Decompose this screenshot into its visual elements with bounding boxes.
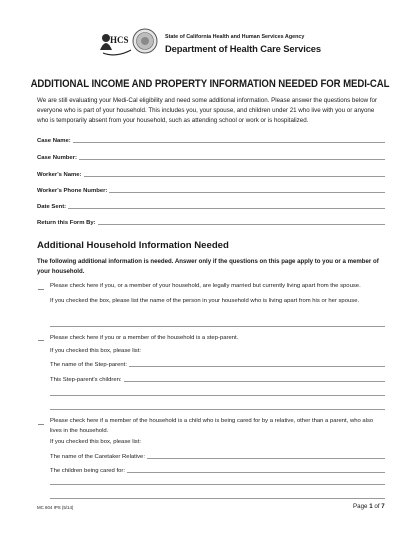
caretaker-relative-checkbox[interactable] — [38, 418, 44, 425]
dhcs-logo — [99, 28, 133, 58]
case-number-field[interactable] — [37, 151, 385, 161]
field-label: This Step-parent's children: — [50, 377, 122, 383]
section-title: Additional Household Information Needed — [37, 240, 229, 251]
field-label: Return this Form By: — [37, 220, 96, 226]
case-name-field[interactable] — [37, 134, 385, 144]
step-parent-children-field[interactable] — [50, 373, 385, 383]
field-label: Date Sent: — [37, 204, 67, 210]
field-label: Worker's Phone Number: — [37, 188, 108, 194]
page-current: 1 — [369, 503, 373, 510]
form-id: MC 604 IPS (5/14) — [37, 505, 74, 510]
agency-name: State of California Health and Human Services Agency — [165, 34, 305, 40]
case-name-input[interactable] — [73, 142, 385, 143]
workers-name-input[interactable] — [84, 176, 385, 177]
question-followup: If you checked this box, please list: — [50, 348, 142, 354]
page-label: Page — [353, 503, 368, 510]
workers-phone-input[interactable] — [109, 192, 385, 193]
step-parent-children-input[interactable] — [124, 381, 385, 382]
return-by-input[interactable] — [98, 224, 385, 225]
step-parent-checkbox[interactable] — [38, 334, 44, 341]
question-followup: If you checked the box, please list the name of the person in your household who is living apart from his or her spouse. — [50, 298, 360, 304]
question-text: Please check here if you, or a member of your household, are legally married but currently living apart from the spouse. — [50, 283, 361, 289]
field-label: The children being cared for: — [50, 468, 125, 474]
form-title: ADDITIONAL INCOME AND PROPERTY INFORMATION NEEDED FOR MEDI-CAL — [30, 78, 390, 90]
date-sent-input[interactable] — [68, 208, 385, 209]
page-of: of — [374, 503, 380, 510]
answer-line[interactable] — [50, 498, 385, 499]
married-apart-checkbox[interactable] — [38, 283, 44, 290]
field-label: The name of the Caretaker Relative: — [50, 454, 145, 460]
field-label: Case Number: — [37, 155, 77, 161]
question-followup: If you checked this box, please list: — [50, 439, 142, 445]
step-parent-name-field[interactable] — [50, 358, 385, 368]
field-label: The name of the Step-parent: — [50, 362, 127, 368]
answer-line[interactable] — [50, 484, 385, 485]
field-label: Worker's Name: — [37, 172, 82, 178]
page-total: 7 — [381, 503, 385, 510]
answer-line[interactable] — [50, 395, 385, 396]
section-instructions: The following additional information is needed. Answer only if the questions on this page apply to you or a member of your household. — [37, 258, 379, 275]
case-number-input[interactable] — [79, 159, 385, 160]
svg-text:HCS: HCS — [110, 35, 129, 45]
page-indicator — [353, 503, 385, 510]
answer-line[interactable] — [50, 409, 385, 410]
question-text: Please check here if you or a member of the household is a step-parent. — [50, 335, 239, 341]
question-text: Please check here if a member of the household is a child who is being cared for by a relative, other than a parent, who also lives in the household. — [50, 418, 374, 434]
intro-paragraph: We are still evaluating your Medi-Cal eligibility and need some additional information. Please answer the questions below for everyone who is part of your household. This includes you, your spouse, and children under 21 who live with you or anyone who is temporarily absent from your household, such as attending school or work or is hospitalized. — [37, 97, 378, 124]
workers-name-field[interactable] — [37, 168, 385, 178]
california-seal-icon — [132, 28, 158, 54]
return-by-field[interactable] — [37, 216, 385, 226]
date-sent-field[interactable] — [37, 200, 385, 210]
step-parent-name-input[interactable] — [129, 366, 385, 367]
department-name: Department of Health Care Services — [165, 43, 322, 54]
workers-phone-field[interactable] — [37, 184, 385, 194]
children-cared-for-input[interactable] — [127, 472, 385, 473]
caretaker-name-input[interactable] — [147, 458, 385, 459]
children-cared-for-field[interactable] — [50, 464, 385, 474]
caretaker-name-field[interactable] — [50, 450, 385, 460]
answer-line[interactable] — [50, 326, 385, 327]
field-label: Case Name: — [37, 138, 71, 144]
